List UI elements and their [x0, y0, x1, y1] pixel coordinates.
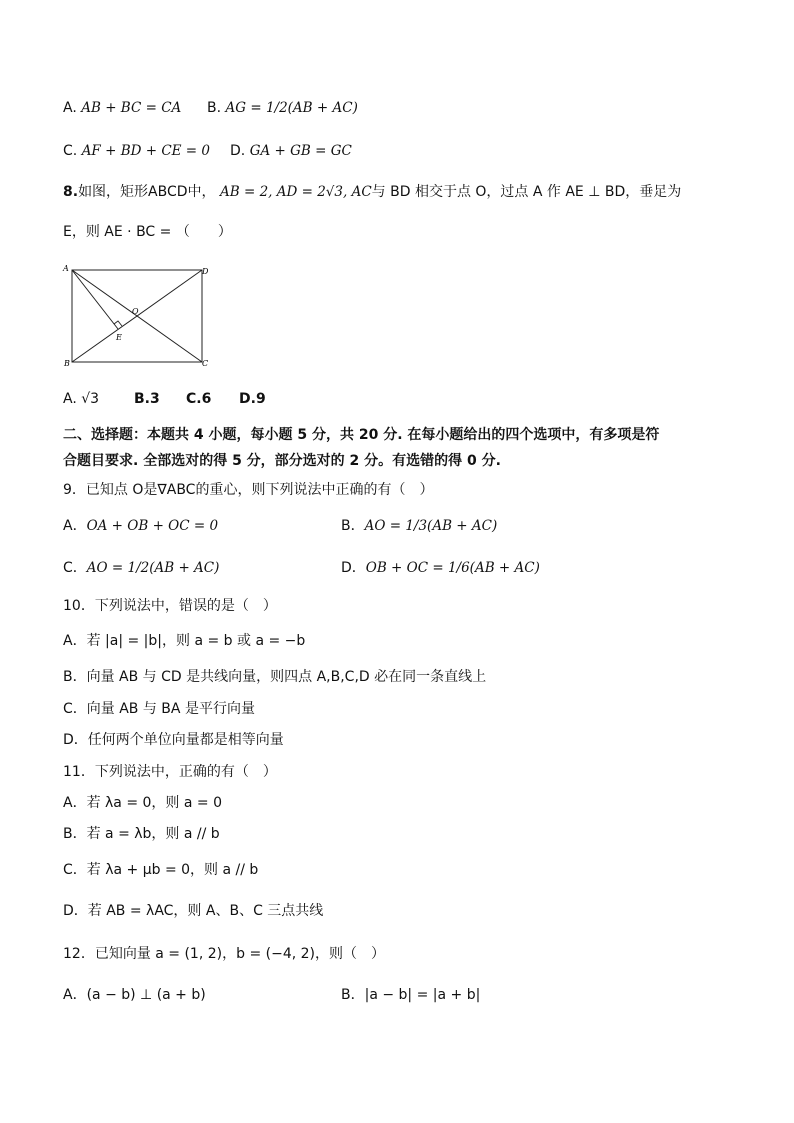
- label-e: E: [116, 333, 122, 342]
- q9-option-d: D．OB + OC = 1/6(AB + AC): [341, 560, 540, 576]
- label-o: O: [132, 307, 139, 316]
- q12-option-a: A．(a − b) ⊥ (a + b): [63, 987, 206, 1003]
- q11-option-d: D．若 AB = λAC，则 A、B、C 三点共线: [63, 903, 324, 919]
- q9-option-c: C．AO = 1/2(AB + AC): [63, 560, 220, 576]
- label-a: A: [63, 264, 69, 273]
- q10-option-b: B．向量 AB 与 CD 是共线向量，则四点 A,B,C,D 必在同一条直线上: [63, 669, 487, 685]
- q8-option-a: A. √3: [63, 391, 100, 407]
- q7-option-c-expr: AF + BD + CE = 0: [81, 143, 211, 159]
- q11-stem: 11．下列说法中，正确的有（ ）: [63, 764, 277, 780]
- q11-option-b: B．若 a = λb，则 a // b: [63, 826, 220, 842]
- q7-option-c: C. AF + BD + CE = 0: [63, 143, 211, 159]
- q8-option-b: B.3: [134, 391, 160, 407]
- section2-heading-line2: 合题目要求. 全部选对的得 5 分，部分选对的 2 分。有选错的得 0 分.: [63, 453, 501, 469]
- q12-option-b: B．|a − b| = |a + b|: [341, 987, 481, 1003]
- q8-stem-line2: E，则 AE · BC = （ ）: [63, 224, 232, 240]
- section2-heading-line1: 二、选择题：本题共 4 小题，每小题 5 分，共 20 分. 在每小题给出的四个选项中，有多项是符: [63, 427, 660, 443]
- q8-stem-line1: 8.如图，矩形ABCD中， AB = 2, AD = 2√3, AC与 BD 相交于点 O，过点 A 作 AE ⊥ BD，垂足为: [63, 184, 682, 200]
- label-d: D: [202, 267, 209, 276]
- q10-stem: 10．下列说法中，错误的是（ ）: [63, 598, 277, 614]
- q10-option-a: A．若 |a| = |b|，则 a = b 或 a = −b: [63, 633, 306, 649]
- q11-option-a: A．若 λa = 0，则 a = 0: [63, 795, 222, 811]
- q7-option-a: A. AB + BC = CA: [63, 100, 182, 116]
- label-b: B: [64, 359, 70, 368]
- q8-option-c: C.6: [186, 391, 212, 407]
- q8-option-d: D.9: [239, 391, 266, 407]
- q7-option-d: D. GA + GB = GC: [230, 143, 352, 159]
- q11-option-c: C．若 λa + μb = 0，则 a // b: [63, 862, 259, 878]
- q10-option-c: C．向量 AB 与 BA 是平行向量: [63, 701, 255, 717]
- rectangle-figure: [62, 262, 212, 370]
- q9-stem: 9．已知点 O是∇ABC的重心，则下列说法中正确的有（ ）: [63, 482, 434, 498]
- q7-option-b-expr: AG = 1/2(AB + AC): [225, 100, 358, 116]
- q7-option-a-expr: AB + BC = CA: [81, 100, 182, 116]
- q9-option-a: A．OA + OB + OC = 0: [63, 518, 219, 534]
- q12-stem: 12．已知向量 a = (1, 2)，b = (−4, 2)，则（ ）: [63, 946, 385, 962]
- q7-option-b: B. AG = 1/2(AB + AC): [207, 100, 358, 116]
- q10-option-d: D．任何两个单位向量都是相等向量: [63, 732, 284, 748]
- q7-option-d-expr: GA + GB = GC: [249, 143, 352, 159]
- label-c: C: [202, 359, 209, 368]
- q9-option-b: B．AO = 1/3(AB + AC): [341, 518, 498, 534]
